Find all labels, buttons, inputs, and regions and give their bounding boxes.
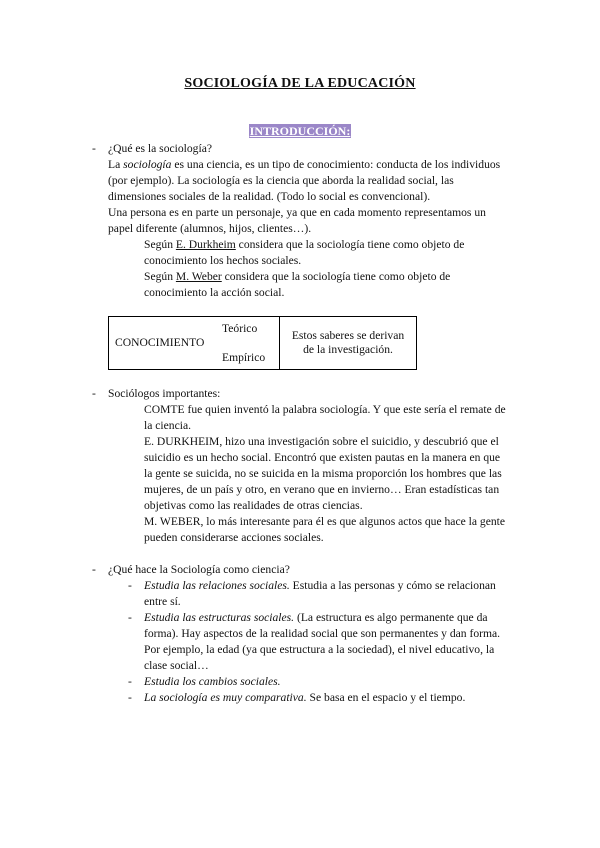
durkheim-line: conocimiento los hechos sociales.	[144, 254, 302, 267]
science-item: Estudia las estructuras sociales. (La estructura es algo permanente que da	[144, 611, 488, 624]
knowledge-cell	[109, 317, 280, 370]
bullet-dash: -	[92, 142, 96, 155]
derivation-cell: Estos saberes se derivan de la investigación.	[280, 317, 417, 370]
paragraph-line: (por ejemplo). La sociología es la ciencia que aborda la realidad social, las	[108, 174, 454, 187]
science-item: La sociología es muy comparativa. Se basa en el espacio y el tiempo.	[144, 691, 466, 704]
knowledge-table	[108, 316, 417, 370]
section-heading: INTRODUCCIÓN:	[249, 124, 351, 138]
paragraph-line: Una persona es en parte un personaje, ya que en cada momento representamos un	[108, 206, 486, 219]
science-item-line: entre sí.	[144, 595, 181, 608]
paragraph-line: La sociología es una ciencia, es un tipo de conocimiento: conducta de los individuos	[108, 158, 501, 171]
paragraph-line: dimensiones sociales de la realidad. (Todo lo social es convencional).	[108, 190, 431, 203]
science-item-line: clase social…	[144, 659, 209, 672]
sub-bullet-dash: -	[128, 675, 132, 688]
sociologist-line: pueden considerarse acciones sociales.	[144, 531, 324, 544]
sociologist-line: COMTE fue quien inventó la palabra sociología. Y que este sería el remate de	[144, 403, 506, 416]
sociologist-line: mujeres, de un país y otro, en verano que en invierno… Eran estadísticas tan	[144, 483, 500, 496]
sociologist-line: suicidio es un hecho social. Encontró que existen pautas en la manera en que	[144, 451, 501, 464]
weber-line: Según M. Weber considera que la sociología tiene como objeto de	[144, 270, 451, 283]
sociologist-line: la ciencia.	[144, 419, 191, 432]
bullet-dash: -	[92, 563, 96, 576]
weber-line: conocimiento la acción social.	[144, 286, 285, 299]
question-what-is-sociology: ¿Qué es la sociología?	[108, 142, 212, 155]
question-sociologists: Sociólogos importantes:	[108, 387, 221, 400]
sociologist-line: M. WEBER, lo más interesante para él es que algunos actos que hace la gente	[144, 515, 506, 528]
bullet-dash: -	[92, 387, 96, 400]
science-item-line: Por ejemplo, la edad (ya que estructura a la sociedad), el nivel educativo, la	[144, 643, 495, 656]
sociologist-line: objetivas como las realidades de otras ciencias.	[144, 499, 363, 512]
sociologist-line: E. DURKHEIM, hizo una investigación sobre el suicidio, y descubrió que el	[144, 435, 499, 448]
knowledge-label: CONOCIMIENTO	[115, 336, 205, 349]
teorico-label: Teórico	[222, 322, 258, 335]
paragraph-line: papel diferente (alumnos, hijos, clientes…).	[108, 222, 312, 235]
science-item: Estudia las relaciones sociales. Estudia a las personas y cómo se relacionan	[144, 579, 496, 592]
durkheim-line: Según E. Durkheim considera que la sociología tiene como objeto de	[144, 238, 465, 251]
empirico-label: Empírico	[222, 351, 266, 364]
sub-bullet-dash: -	[128, 611, 132, 624]
sub-bullet-dash: -	[128, 579, 132, 592]
science-item-line: forma). Hay aspectos de la realidad social que son permanentes y dan forma.	[144, 627, 501, 640]
sub-bullet-dash: -	[128, 691, 132, 704]
document-title: SOCIOLOGÍA DE LA EDUCACIÓN	[184, 76, 416, 91]
sociologist-line: la gente se suicida, no se suicida en la misma proporción los hombres que las	[144, 467, 502, 480]
science-item: Estudia los cambios sociales.	[144, 675, 281, 688]
question-sociology-as-science: ¿Qué hace la Sociología como ciencia?	[108, 563, 290, 576]
